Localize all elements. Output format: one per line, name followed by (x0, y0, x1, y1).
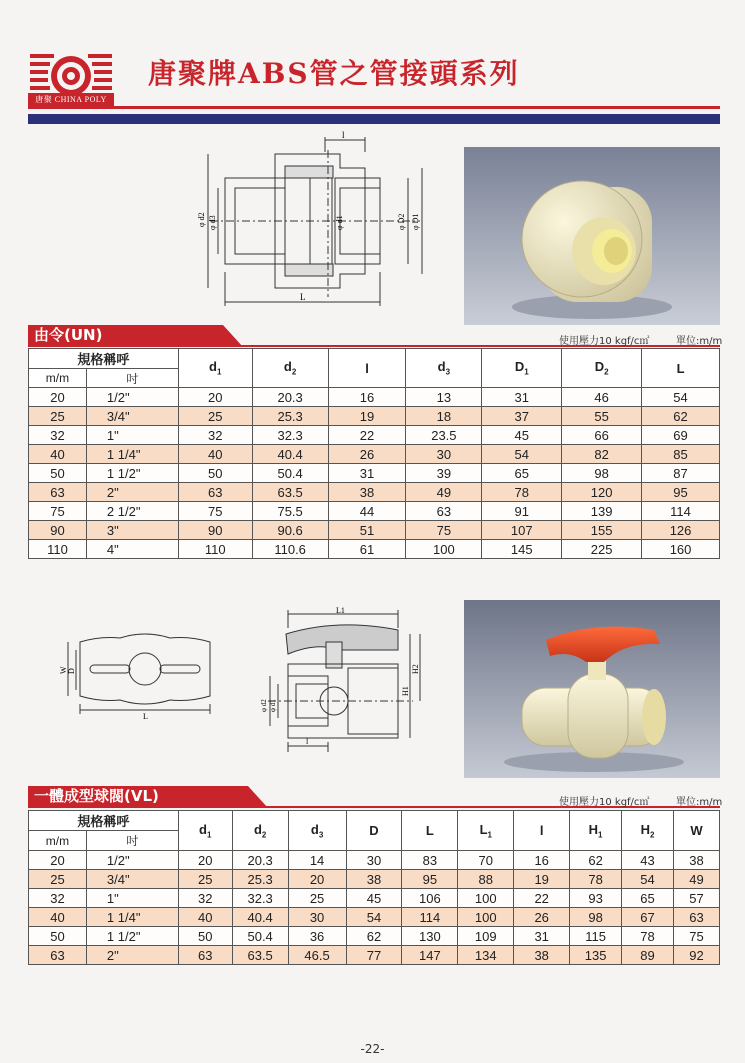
valve-col-L1: $L_1$ (458, 811, 514, 851)
table-cell: 1 1/2" (86, 464, 178, 483)
table-cell: 89 (622, 946, 674, 965)
table-cell: 63 (406, 502, 482, 521)
table-row (29, 388, 720, 407)
table-cell: 2" (86, 483, 178, 502)
valve-section-label: 一體成型球閥(VL) (34, 787, 159, 805)
table-cell: 3" (86, 521, 178, 540)
table-cell: 114 (642, 502, 720, 521)
table-cell: 16 (514, 851, 570, 870)
table-cell: 50 (29, 464, 87, 483)
union-dim-d2: φ d2 (197, 212, 206, 227)
table-cell: 54 (482, 445, 562, 464)
table-cell: 63.5 (232, 946, 288, 965)
valve-dim-d1: φ d1 (269, 699, 277, 712)
table-cell: 44 (328, 502, 406, 521)
table-cell: 32 (29, 889, 87, 908)
table-cell: 63 (673, 908, 719, 927)
table-cell: 100 (458, 908, 514, 927)
table-cell: 13 (406, 388, 482, 407)
table-cell: 63 (178, 946, 232, 965)
table-cell: 135 (570, 946, 622, 965)
table-cell: 62 (346, 927, 402, 946)
valve-dim-W: W (59, 666, 68, 674)
table-cell: 51 (328, 521, 406, 540)
valve-product-photo (464, 600, 720, 778)
union-col-D2: $D_2$ (562, 349, 642, 388)
table-cell: 19 (514, 870, 570, 889)
union-col-L: L (642, 349, 720, 388)
union-dim-d3: φ d3 (208, 215, 217, 230)
valve-col-d2: $d_2$ (232, 811, 288, 851)
table-cell: 25.3 (252, 407, 328, 426)
table-cell: 40 (178, 445, 252, 464)
table-cell: 22 (328, 426, 406, 445)
table-cell: 67 (622, 908, 674, 927)
table-cell: 61 (328, 540, 406, 559)
valve-dim-H2: H2 (411, 664, 420, 674)
table-cell: 145 (482, 540, 562, 559)
table-cell: 107 (482, 521, 562, 540)
table-cell: 49 (673, 870, 719, 889)
table-cell: 65 (482, 464, 562, 483)
union-col-l: l (328, 349, 406, 388)
table-row (29, 426, 720, 445)
table-cell: 110.6 (252, 540, 328, 559)
table-cell: 25 (178, 407, 252, 426)
table-cell: 22 (514, 889, 570, 908)
table-cell: 2 1/2" (86, 502, 178, 521)
table-cell: 63 (29, 946, 87, 965)
table-cell: 16 (328, 388, 406, 407)
table-row (29, 540, 720, 559)
table-cell: 69 (642, 426, 720, 445)
valve-sub-mm: m/m (29, 831, 87, 851)
union-pressure: 使用壓力10 kgf/c㎡ (559, 336, 650, 347)
table-cell: 50 (29, 927, 87, 946)
table-cell: 31 (514, 927, 570, 946)
union-unit: 單位:m/m (676, 336, 723, 347)
table-cell: 39 (406, 464, 482, 483)
table-cell: 106 (402, 889, 458, 908)
table-cell: 92 (673, 946, 719, 965)
valve-col-D: D (346, 811, 402, 851)
page-number: -22- (360, 1042, 385, 1056)
table-cell: 3/4" (86, 870, 178, 889)
table-cell: 90 (29, 521, 87, 540)
table-cell: 20 (29, 388, 87, 407)
table-cell: 49 (406, 483, 482, 502)
page-title: 唐聚牌ABS管之管接頭系列 (148, 57, 520, 90)
table-cell: 40 (178, 908, 232, 927)
table-cell: 20 (288, 870, 346, 889)
valve-size-header: 規格稱呼 (29, 811, 179, 831)
table-cell: 1" (86, 889, 178, 908)
table-cell: 88 (458, 870, 514, 889)
table-cell: 54 (346, 908, 402, 927)
union-col-D1: $D_1$ (482, 349, 562, 388)
table-cell: 20 (178, 388, 252, 407)
union-dim-L: L (300, 292, 306, 302)
table-cell: 23.5 (406, 426, 482, 445)
table-cell: 155 (562, 521, 642, 540)
table-cell: 25 (178, 870, 232, 889)
table-cell: 26 (328, 445, 406, 464)
table-cell: 55 (562, 407, 642, 426)
table-cell: 95 (642, 483, 720, 502)
table-cell: 120 (562, 483, 642, 502)
union-dim-D1: φ D1 (411, 213, 420, 230)
table-cell: 40 (29, 445, 87, 464)
table-cell: 75 (673, 927, 719, 946)
table-row (29, 445, 720, 464)
table-cell: 70 (458, 851, 514, 870)
table-row (29, 483, 720, 502)
table-cell: 65 (622, 889, 674, 908)
union-table-body (29, 388, 720, 559)
valve-pressure: 使用壓力10 kgf/c㎡ (559, 797, 650, 808)
table-cell: 31 (482, 388, 562, 407)
union-product-photo (464, 147, 720, 325)
table-cell: 50 (178, 927, 232, 946)
table-cell: 20 (178, 851, 232, 870)
table-cell: 37 (482, 407, 562, 426)
union-sub-inch: 吋 (86, 369, 178, 388)
union-dim-D2: φ D2 (397, 213, 406, 230)
table-row (29, 407, 720, 426)
table-cell: 43 (622, 851, 674, 870)
table-cell: 32.3 (252, 426, 328, 445)
table-cell: 46.5 (288, 946, 346, 965)
table-cell: 85 (642, 445, 720, 464)
valve-dim-L: L (143, 712, 148, 721)
valve-section-drawing (248, 606, 428, 754)
table-cell: 100 (406, 540, 482, 559)
table-cell: 100 (458, 889, 514, 908)
table-cell: 147 (402, 946, 458, 965)
table-cell: 63.5 (252, 483, 328, 502)
table-cell: 32.3 (232, 889, 288, 908)
valve-dim-D: D (67, 668, 76, 674)
table-cell: 90 (178, 521, 252, 540)
union-col-d1: $d_1$ (178, 349, 252, 388)
valve-col-d3: $d_3$ (288, 811, 346, 851)
table-cell: 77 (346, 946, 402, 965)
table-cell: 54 (642, 388, 720, 407)
valve-dim-H1: H1 (401, 686, 410, 696)
table-cell: 26 (514, 908, 570, 927)
table-cell: 40.4 (252, 445, 328, 464)
table-cell: 4" (86, 540, 178, 559)
table-cell: 30 (288, 908, 346, 927)
table-cell: 20 (29, 851, 87, 870)
table-cell: 18 (406, 407, 482, 426)
union-size-header: 規格稱呼 (29, 349, 179, 369)
valve-dim-d2: φ d2 (260, 699, 268, 712)
table-cell: 93 (570, 889, 622, 908)
valve-col-W: W (673, 811, 719, 851)
table-cell: 78 (622, 927, 674, 946)
table-row (29, 927, 720, 946)
table-cell: 98 (570, 908, 622, 927)
table-cell: 90.6 (252, 521, 328, 540)
table-cell: 95 (402, 870, 458, 889)
table-cell: 78 (570, 870, 622, 889)
table-cell: 45 (482, 426, 562, 445)
table-cell: 54 (622, 870, 674, 889)
table-cell: 78 (482, 483, 562, 502)
table-cell: 75.5 (252, 502, 328, 521)
table-cell: 98 (562, 464, 642, 483)
table-cell: 139 (562, 502, 642, 521)
table-row (29, 946, 720, 965)
table-cell: 63 (29, 483, 87, 502)
table-row (29, 851, 720, 870)
table-cell: 1/2" (86, 388, 178, 407)
table-cell: 114 (402, 908, 458, 927)
table-cell: 20.3 (252, 388, 328, 407)
union-section-label: 由令(UN) (34, 326, 103, 344)
table-cell: 130 (402, 927, 458, 946)
union-sub-mm: m/m (29, 369, 87, 388)
table-cell: 62 (642, 407, 720, 426)
valve-spec-table (28, 810, 720, 965)
table-cell: 25.3 (232, 870, 288, 889)
table-cell: 1/2" (86, 851, 178, 870)
table-cell: 91 (482, 502, 562, 521)
table-cell: 1 1/4" (86, 445, 178, 464)
header-rule-blue (28, 114, 720, 124)
table-cell: 1 1/4" (86, 908, 178, 927)
table-cell: 40.4 (232, 908, 288, 927)
table-cell: 2" (86, 946, 178, 965)
union-col-d2: $d_2$ (252, 349, 328, 388)
union-spec-table (28, 348, 720, 559)
table-cell: 109 (458, 927, 514, 946)
valve-dim-l: l (306, 737, 309, 746)
table-cell: 62 (570, 851, 622, 870)
table-cell: 38 (514, 946, 570, 965)
header-rule-red (28, 106, 720, 109)
table-cell: 66 (562, 426, 642, 445)
valve-col-l: l (514, 811, 570, 851)
table-cell: 75 (29, 502, 87, 521)
union-col-d3: $d_3$ (406, 349, 482, 388)
valve-col-d1: $d_1$ (178, 811, 232, 851)
table-cell: 1 1/2" (86, 927, 178, 946)
valve-sub-inch: 吋 (86, 831, 178, 851)
table-cell: 50.4 (232, 927, 288, 946)
valve-unit: 單位:m/m (676, 797, 723, 808)
table-cell: 25 (29, 870, 87, 889)
table-cell: 75 (406, 521, 482, 540)
table-cell: 75 (178, 502, 252, 521)
table-cell: 126 (642, 521, 720, 540)
table-row (29, 521, 720, 540)
table-row (29, 889, 720, 908)
table-cell: 30 (406, 445, 482, 464)
table-cell: 3/4" (86, 407, 178, 426)
table-cell: 63 (178, 483, 252, 502)
table-cell: 20.3 (232, 851, 288, 870)
table-cell: 25 (29, 407, 87, 426)
table-cell: 38 (673, 851, 719, 870)
table-cell: 50 (178, 464, 252, 483)
table-cell: 57 (673, 889, 719, 908)
table-cell: 115 (570, 927, 622, 946)
table-cell: 25 (288, 889, 346, 908)
logo-caption: 唐聚 CHINA POLY (28, 93, 114, 106)
union-technical-drawing (190, 132, 440, 312)
valve-col-H2: $H_2$ (622, 811, 674, 851)
table-cell: 134 (458, 946, 514, 965)
table-row (29, 908, 720, 927)
valve-top-view-drawing (60, 620, 230, 720)
table-cell: 38 (346, 870, 402, 889)
table-cell: 110 (29, 540, 87, 559)
valve-col-H1: $H_1$ (570, 811, 622, 851)
table-cell: 32 (29, 426, 87, 445)
table-cell: 45 (346, 889, 402, 908)
table-cell: 225 (562, 540, 642, 559)
table-cell: 38 (328, 483, 406, 502)
table-cell: 14 (288, 851, 346, 870)
table-cell: 30 (346, 851, 402, 870)
table-cell: 32 (178, 889, 232, 908)
table-cell: 87 (642, 464, 720, 483)
table-cell: 83 (402, 851, 458, 870)
table-cell: 32 (178, 426, 252, 445)
table-row (29, 464, 720, 483)
table-cell: 46 (562, 388, 642, 407)
valve-table-body (29, 851, 720, 965)
table-cell: 110 (178, 540, 252, 559)
table-cell: 19 (328, 407, 406, 426)
union-dim-l: l (342, 130, 345, 140)
valve-col-L: L (402, 811, 458, 851)
table-cell: 40 (29, 908, 87, 927)
table-cell: 1" (86, 426, 178, 445)
table-cell: 82 (562, 445, 642, 464)
valve-dim-L1: L1 (336, 606, 345, 615)
table-cell: 160 (642, 540, 720, 559)
table-cell: 36 (288, 927, 346, 946)
table-row (29, 502, 720, 521)
union-dim-d1: φ d1 (335, 215, 344, 230)
table-row (29, 870, 720, 889)
table-cell: 50.4 (252, 464, 328, 483)
table-cell: 31 (328, 464, 406, 483)
